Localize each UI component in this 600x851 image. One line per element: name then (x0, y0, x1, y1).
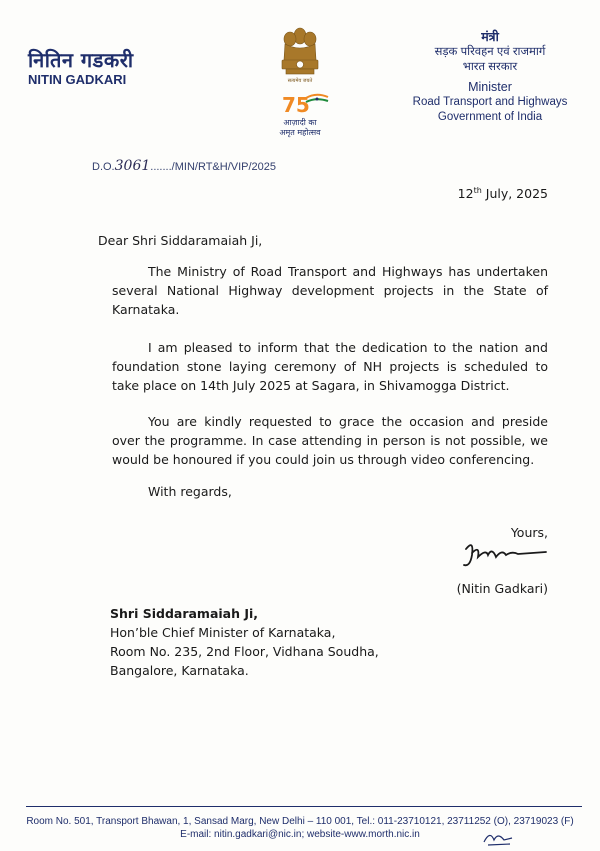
reference-handwritten-number: 3061 (114, 158, 151, 174)
ministry-hindi: सड़क परिवहन एवं राजमार्ग (434, 46, 546, 58)
reference-prefix: D.O. (92, 161, 115, 173)
recipient-address (110, 604, 379, 680)
reference-dots: ....... (150, 161, 172, 173)
recipient-line-3: Bangalore, Karnataka. (110, 663, 249, 678)
recipient-line-2: Room No. 235, 2nd Floor, Vidhana Soudha, (110, 644, 379, 659)
body-paragraph-2: I am pleased to inform that the dedication to the nation and foundation stone laying ceremony of NH projects is scheduled to take place on 14th July 2025 at Sagara, in Shivamogga District. (112, 340, 548, 393)
date-day: 12 (457, 186, 474, 202)
azadi-logo-number: 75 (282, 93, 310, 117)
recipient-line-1: Hon’ble Chief Minister of Karnataka, (110, 625, 336, 640)
azadi-logo-line2: अमृत महोत्सव (279, 128, 321, 137)
yours: Yours, (510, 525, 548, 540)
signature-image (458, 535, 550, 573)
body-paragraph-1: The Ministry of Road Transport and Highways has undertaken several National Highway development projects in the State of Karnataka. (112, 264, 548, 317)
sender-name-hindi: नितिन गडकरी (28, 48, 134, 72)
designation-block (400, 30, 580, 125)
reference-suffix: /MIN/RT&H/VIP/2025 (171, 161, 277, 173)
national-emblem-icon (270, 22, 330, 140)
ministry-english: Road Transport and Highways (412, 96, 568, 108)
body-paragraph-3: You are kindly requested to grace the occasion and preside over the programme. In case attending in person is not possible, we would be honoured if you could join us through video conferencing. (112, 414, 548, 467)
footer-address: Room No. 501, Transport Bhawan, 1, Sansad Marg, New Delhi – 110 001, Tel.: 011-23710121, 23711252 (O), 23719023 (F) (26, 816, 574, 827)
title-english: Minister (468, 80, 512, 94)
govt-hindi: भारत सरकार (462, 61, 518, 73)
letter-date (458, 186, 548, 201)
footer-divider (26, 806, 582, 807)
sender-name-english: NITIN GADKARI (28, 72, 127, 87)
recipient-name: Shri Siddaramaiah Ji, (110, 606, 259, 621)
date-rest: July, 2025 (481, 186, 548, 202)
initials-mark-icon (480, 828, 516, 848)
reference-number (92, 158, 276, 174)
footer-contact: E-mail: nitin.gadkari@nic.in; website-www.morth.nic.in (180, 829, 420, 840)
title-hindi: मंत्री (481, 30, 499, 44)
govt-english: Government of India (437, 111, 543, 123)
date-suffix: th (473, 186, 482, 195)
signatory-name: (Nitin Gadkari) (456, 581, 548, 596)
emblem-caption: सत्यमेव जयते (287, 78, 313, 84)
azadi-logo-line1: आज़ादी का (283, 118, 317, 127)
salutation: Dear Shri Siddaramaiah Ji, (98, 233, 263, 248)
closing: With regards, (148, 484, 232, 499)
